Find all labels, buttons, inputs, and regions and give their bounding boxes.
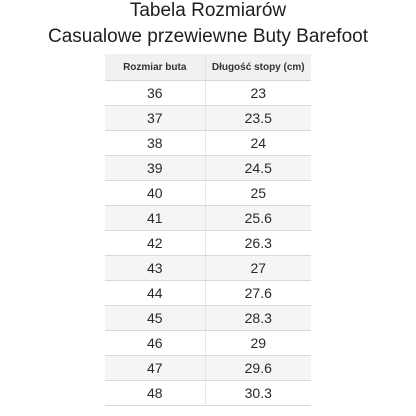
cell-foot-length: 27 — [205, 256, 311, 281]
cell-foot-length: 24.5 — [205, 156, 311, 181]
cell-shoe-size: 48 — [105, 381, 205, 406]
cell-foot-length: 27.6 — [205, 281, 311, 306]
cell-shoe-size: 42 — [105, 231, 205, 256]
table-row — [105, 356, 311, 381]
page-subtitle: Casualowe przewiewne Buty Barefoot — [47, 26, 368, 47]
cell-shoe-size: 38 — [105, 131, 205, 156]
table-row — [105, 256, 311, 281]
table-row — [105, 156, 311, 181]
cell-shoe-size: 46 — [105, 331, 205, 356]
table-row — [105, 331, 311, 356]
cell-foot-length: 29.6 — [205, 356, 311, 381]
cell-foot-length: 24 — [205, 131, 311, 156]
cell-foot-length: 25 — [205, 181, 311, 206]
cell-foot-length: 28.3 — [205, 306, 311, 331]
cell-foot-length: 25.6 — [205, 206, 311, 231]
cell-shoe-size: 36 — [105, 81, 205, 106]
cell-shoe-size: 40 — [105, 181, 205, 206]
table-row — [105, 231, 311, 256]
table-row — [105, 81, 311, 106]
table-row — [105, 306, 311, 331]
cell-shoe-size: 47 — [105, 356, 205, 381]
cell-shoe-size: 44 — [105, 281, 205, 306]
page-title: Tabela Rozmiarów — [129, 0, 287, 21]
table-header — [105, 54, 311, 81]
table-row — [105, 206, 311, 231]
column-header-shoe-size: Rozmiar buta — [105, 54, 205, 81]
table-body — [105, 81, 311, 406]
cell-shoe-size: 43 — [105, 256, 205, 281]
table-row — [105, 281, 311, 306]
table-row — [105, 131, 311, 156]
table-row — [105, 181, 311, 206]
cell-shoe-size: 39 — [105, 156, 205, 181]
table-row — [105, 381, 311, 406]
cell-foot-length: 29 — [205, 331, 311, 356]
cell-foot-length: 26.3 — [205, 231, 311, 256]
cell-shoe-size: 37 — [105, 106, 205, 131]
size-chart-table — [105, 54, 311, 406]
table-header-row — [105, 54, 311, 81]
cell-foot-length: 23 — [205, 81, 311, 106]
cell-shoe-size: 45 — [105, 306, 205, 331]
title-block — [0, 0, 416, 50]
cell-foot-length: 30.3 — [205, 381, 311, 406]
column-header-foot-length: Długość stopy (cm) — [205, 54, 311, 81]
cell-shoe-size: 41 — [105, 206, 205, 231]
table-row — [105, 106, 311, 131]
cell-foot-length: 23.5 — [205, 106, 311, 131]
